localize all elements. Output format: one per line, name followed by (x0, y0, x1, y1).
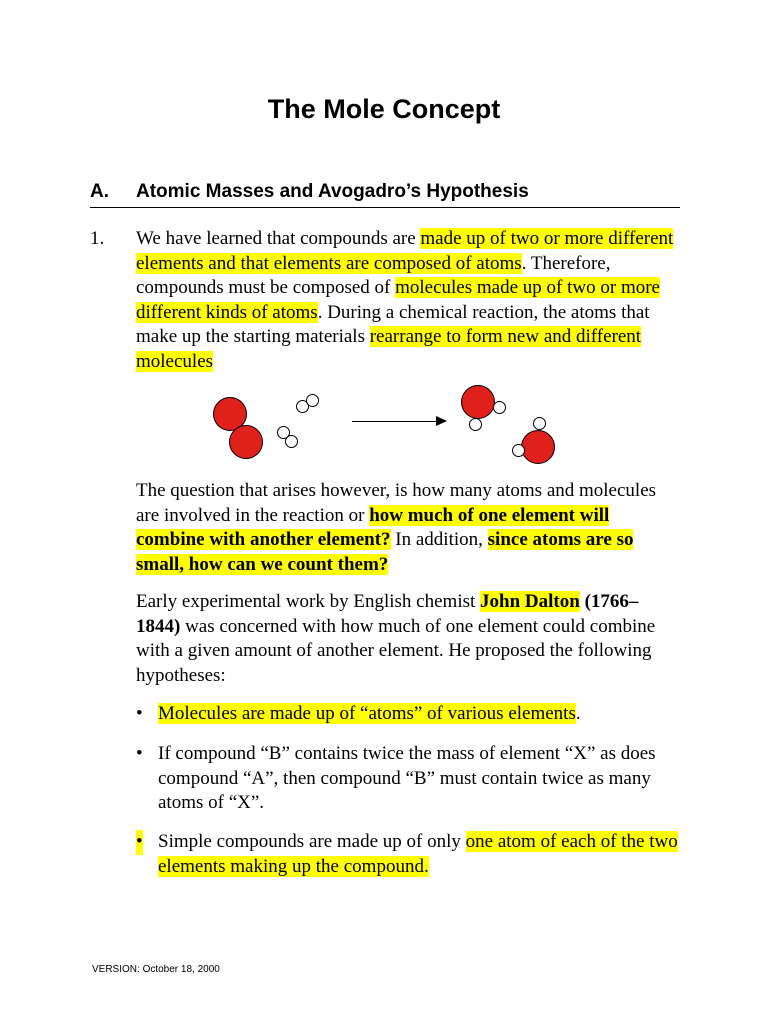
hypotheses-list (136, 830, 681, 879)
text-run: The question that arises however, is how many atoms and molecules are involved in the reaction or (136, 480, 657, 526)
text-run: . During a chemical reaction, the atoms that make up the starting materials (136, 301, 650, 348)
red-atom (229, 425, 263, 459)
version-footer: VERSION: October 18, 2000 (92, 964, 220, 975)
red-atom (461, 385, 495, 419)
paragraph-question (136, 479, 681, 577)
section-letter: A. (90, 181, 109, 202)
bullet-icon: • (136, 703, 143, 724)
paragraph-compounds (136, 227, 681, 375)
text-run: . Therefore, compounds must be composed of (136, 252, 611, 299)
highlight-run: since atoms are so small, how can we count them? (136, 529, 634, 575)
highlight-run: rearrange to form new and different molecules (136, 326, 642, 372)
red-atom (521, 430, 555, 464)
arrow-head-icon (436, 416, 447, 426)
text-run: We have learned that compounds are (136, 228, 421, 249)
list-item (136, 702, 681, 727)
item-number: 1. (90, 228, 105, 249)
white-atom (306, 394, 319, 407)
text-run: In addition, (390, 529, 488, 551)
page-title: The Mole Concept (267, 94, 501, 124)
list-item (136, 742, 681, 816)
highlight-run: molecules made up of two or more different kinds of atoms (136, 277, 660, 323)
highlight-run: one atom of each of the two elements making up the compound. (158, 831, 678, 877)
hypotheses-list (136, 702, 681, 727)
text-run: Simple compounds are made up of only (158, 831, 466, 852)
white-atom (493, 401, 506, 414)
reaction-arrow (352, 421, 438, 422)
white-atom (533, 417, 546, 430)
text-run: . (575, 703, 581, 724)
highlight-run: how much of one element will combine with another element? (136, 504, 610, 551)
white-atom (512, 444, 525, 457)
highlight-run: Molecules are made up of “atoms” of various elements (158, 703, 576, 724)
white-atom (285, 435, 298, 448)
paragraph-dalton (136, 590, 681, 688)
text-run: was concerned with how much of one element could combine with a given amount of another element. He proposed the following hypotheses: (136, 615, 656, 686)
hypotheses-list (136, 742, 681, 816)
text-run: Early experimental work by English chemist (136, 591, 481, 612)
section-title: Atomic Masses and Avogadro’s Hypothesis (136, 181, 529, 202)
bullet-icon: • (136, 830, 143, 855)
list-item (136, 830, 681, 879)
bold-run: (1766–1844) (136, 591, 639, 637)
white-atom (469, 418, 482, 431)
bullet-icon: • (136, 743, 143, 764)
highlight-run: John Dalton (480, 591, 580, 612)
section-heading (90, 180, 680, 208)
highlight-run: made up of two or more different elements and that elements are composed of atoms (136, 228, 674, 274)
text-run: If compound “B” contains twice the mass of element “X” as does compound “A”, then compound “B” must contain twice as many atoms of “X”. (158, 743, 656, 814)
